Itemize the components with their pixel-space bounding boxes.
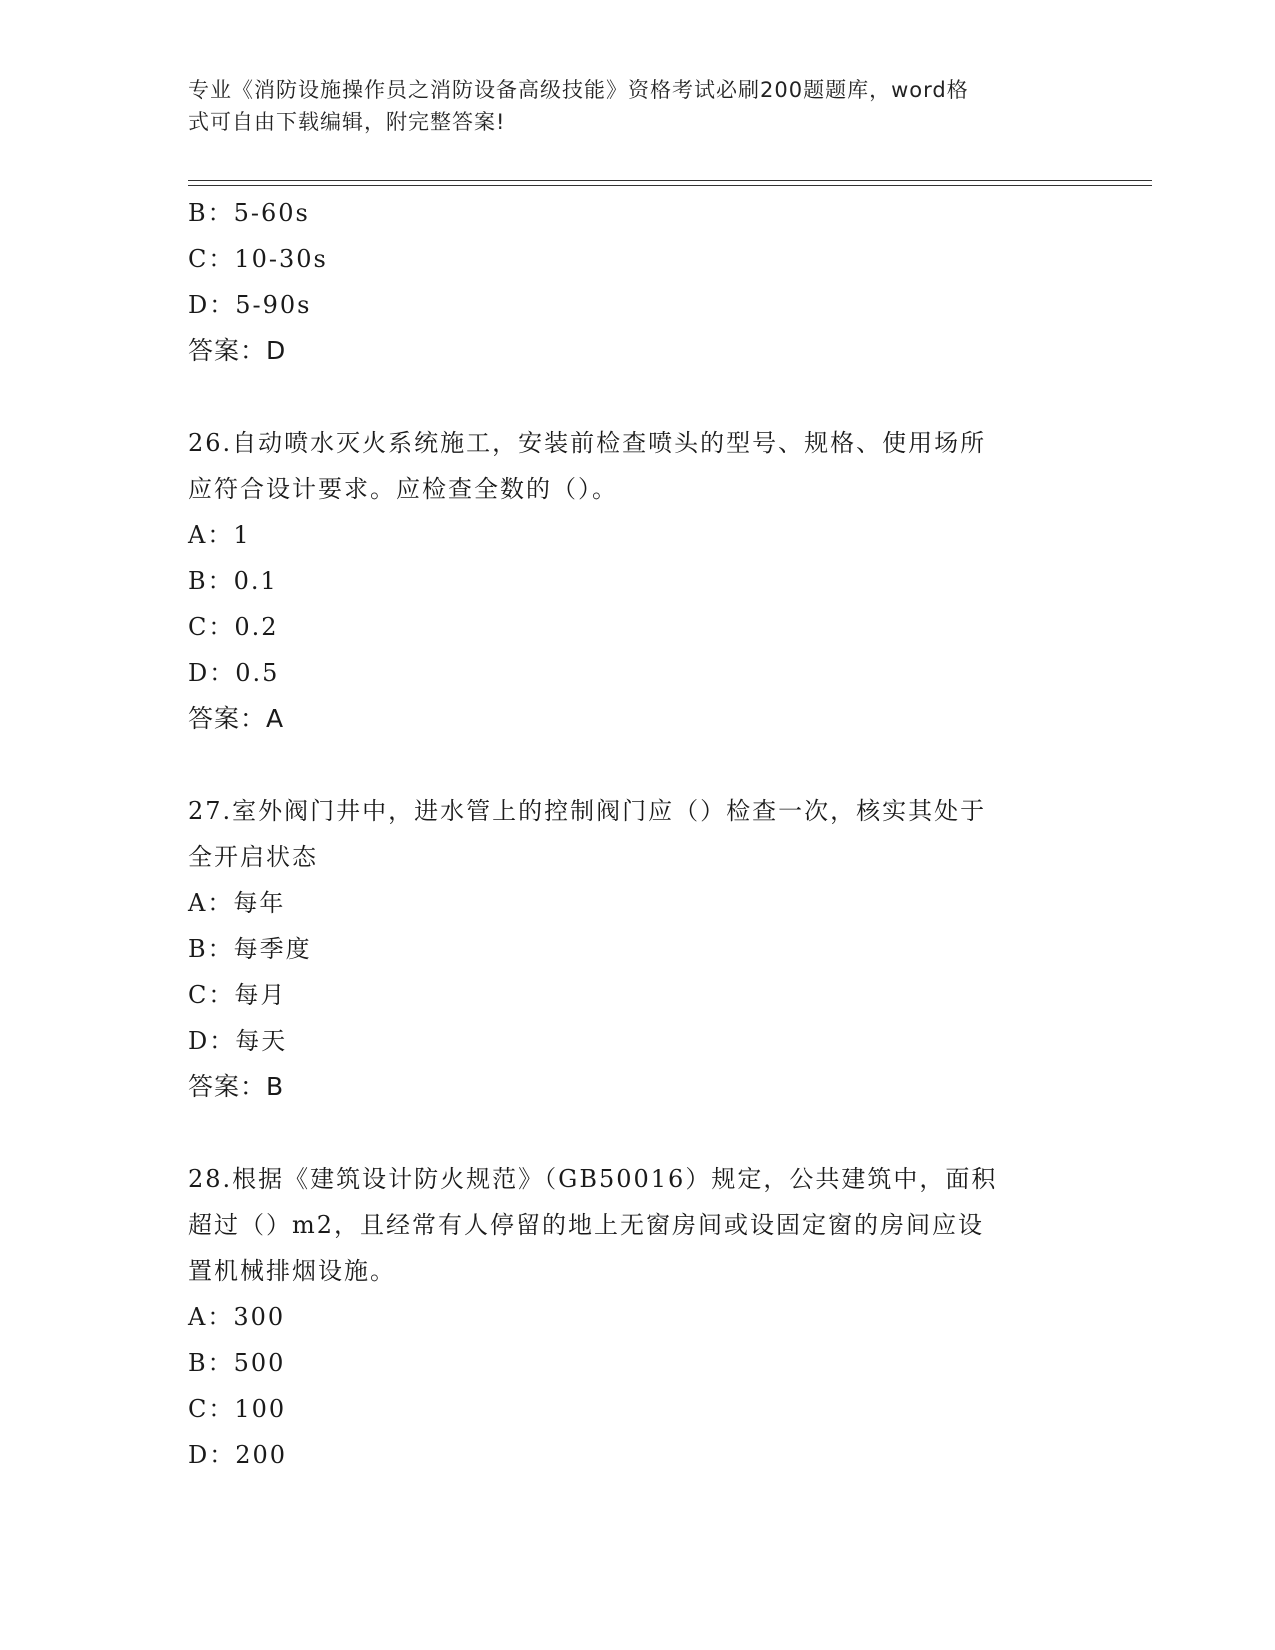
- document-header: [188, 74, 1068, 138]
- header-divider-top: [188, 180, 1152, 181]
- question-text-line: 应符合设计要求。应检查全数的（）。: [188, 475, 618, 503]
- question-text-line: 28.根据《建筑设计防火规范》（GB50016）规定，公共建筑中，面积: [188, 1165, 998, 1193]
- option-a: A：300: [188, 1303, 286, 1331]
- document-body: [188, 190, 1088, 1478]
- header-divider-bottom: [188, 185, 1152, 186]
- question-text-line: 26.自动喷水灭火系统施工，安装前检查喷头的型号、规格、使用场所: [188, 429, 987, 457]
- option-c: C：10-30s: [188, 245, 328, 273]
- option-d: D：0.5: [188, 659, 280, 687]
- header-line-1: 专业《消防设施操作员之消防设备高级技能》资格考试必刷200题题库，word格: [188, 78, 969, 102]
- option-c: C：0.2: [188, 613, 279, 641]
- option-b: B：5-60s: [188, 199, 310, 227]
- question-27: [188, 788, 1088, 1110]
- question-25-continued: [188, 190, 1088, 374]
- question-text-line: 超过（）m2，且经常有人停留的地上无窗房间或设固定窗的房间应设: [188, 1211, 985, 1239]
- question-text-line: 27.室外阀门井中，进水管上的控制阀门应（）检查一次，核实其处于: [188, 797, 987, 825]
- option-c: C：100: [188, 1395, 287, 1423]
- option-d: D：每天: [188, 1027, 288, 1055]
- answer: 答案：A: [188, 704, 285, 733]
- option-d: D：200: [188, 1441, 288, 1469]
- option-b: B：500: [188, 1349, 286, 1377]
- question-text-line: 置机械排烟设施。: [188, 1257, 396, 1285]
- answer: 答案：B: [188, 1072, 285, 1101]
- question-26: [188, 420, 1088, 742]
- option-c: C：每月: [188, 981, 287, 1009]
- header-line-2: 式可自由下载编辑，附完整答案!: [188, 110, 506, 134]
- option-d: D：5-90s: [188, 291, 312, 319]
- option-a: A：每年: [188, 889, 286, 917]
- question-28: [188, 1156, 1088, 1478]
- option-a: A：1: [188, 521, 251, 549]
- option-b: B：每季度: [188, 935, 312, 963]
- question-text-line: 全开启状态: [188, 843, 318, 871]
- option-b: B：0.1: [188, 567, 278, 595]
- answer: 答案：D: [188, 336, 287, 365]
